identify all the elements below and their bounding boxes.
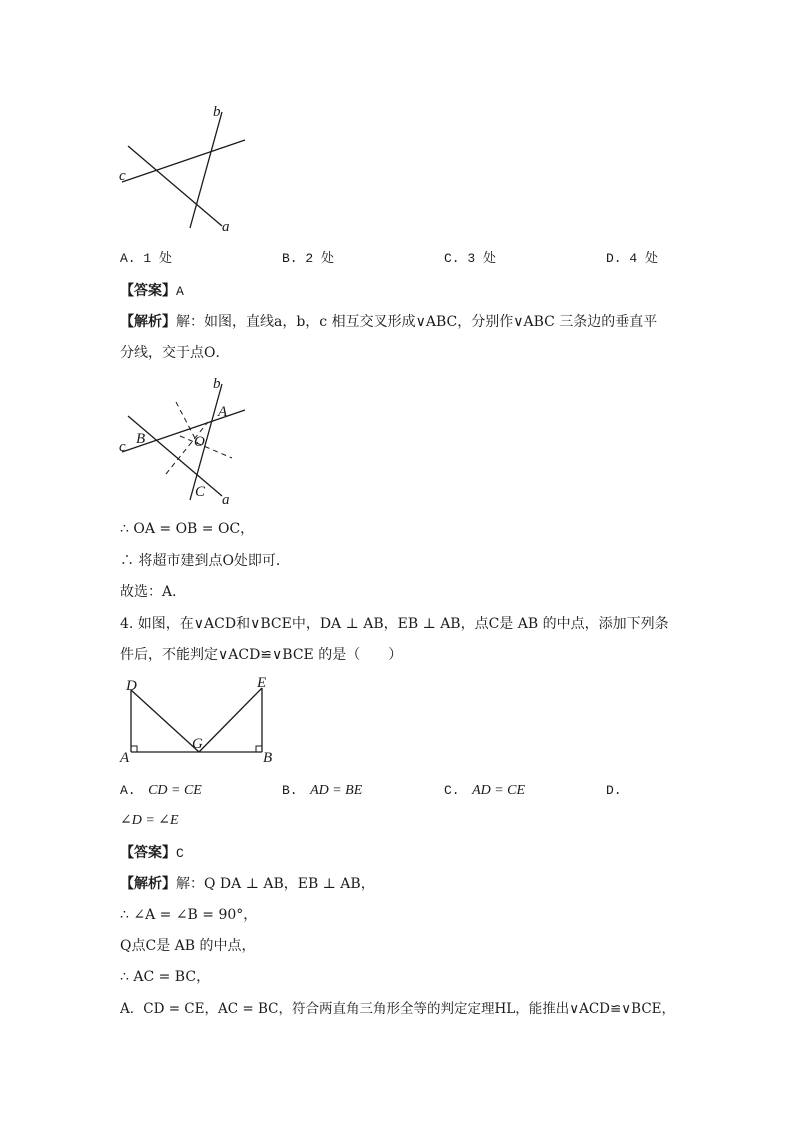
label-B: B	[136, 431, 146, 447]
q4-option-d-text: ∠D = ∠E	[120, 813, 179, 828]
answer-value: C	[176, 846, 184, 861]
label-a: a	[222, 492, 230, 508]
q4-answer	[120, 844, 184, 863]
line-a	[128, 146, 222, 226]
option-letter: D.	[606, 783, 622, 798]
option-letter: B.	[282, 251, 298, 266]
q4-step3: ∴ AC = BC，	[120, 969, 211, 985]
label-c: c	[119, 439, 126, 455]
right-angle-a	[131, 746, 137, 752]
figure-triangles-dce	[115, 672, 280, 767]
option-letter: A.	[120, 251, 136, 266]
label-A: A	[218, 404, 228, 420]
option-text: AD = CE	[472, 783, 526, 798]
analysis-tag: 【解析】	[120, 876, 176, 892]
q4-option-b	[282, 781, 362, 800]
q3-answer	[120, 282, 184, 301]
answer-value: A	[176, 284, 184, 299]
label-G: G	[192, 736, 203, 752]
bisector-3	[180, 436, 232, 458]
option-text: AD = BE	[310, 783, 363, 798]
label-a: a	[222, 219, 230, 235]
line-a	[128, 416, 222, 496]
line-c	[122, 140, 245, 182]
q4-stem-line1: 4. 如图，在∨ACD和∨BCE中，DA ⊥ AB，EB ⊥ AB，点C是 AB 的中点，添加下列条	[120, 616, 669, 632]
line-b	[190, 112, 222, 228]
q3-option-d	[606, 250, 658, 268]
option-letter: D.	[606, 251, 622, 266]
q4-step2: Q点C是 AB 的中点，	[120, 938, 256, 954]
label-B: B	[263, 750, 273, 766]
option-letter: C.	[444, 251, 460, 266]
label-A: A	[120, 750, 130, 766]
label-O: O	[194, 434, 205, 450]
q3-option-a	[120, 250, 172, 268]
analysis-text: 解：如图，直线a，b，c 相互交叉形成∨ABC，分别作∨ABC 三条边的垂直平	[176, 314, 658, 330]
q3-option-c	[444, 250, 496, 268]
q4-option-a	[120, 781, 202, 800]
q4-option-c	[444, 781, 525, 800]
answer-tag: 【答案】	[120, 283, 176, 299]
label-E: E	[257, 675, 267, 691]
label-b: b	[213, 376, 221, 392]
q4-stem-line2: 件后，不能判定∨ACD≌∨BCE 的是（ ）	[120, 647, 403, 663]
q4-last-line: A．CD = CE，AC = BC，符合两直角三角形全等的判定定理HL，能推出∨ACD≌∨BCE，	[120, 1001, 676, 1017]
answer-tag: 【答案】	[120, 845, 176, 861]
q3-step1: ∴ OA = OB = OC，	[120, 521, 255, 537]
q4-step1: ∴ ∠A = ∠B = 90°，	[120, 907, 258, 923]
label-C: C	[195, 484, 206, 500]
segment-ge	[199, 688, 262, 752]
segment-dg	[131, 690, 199, 752]
option-letter: A.	[120, 783, 136, 798]
q3-analysis-line1	[120, 313, 657, 331]
label-b: b	[213, 104, 221, 120]
right-angle-b	[256, 746, 262, 752]
option-letter: C.	[444, 783, 460, 798]
label-D: D	[126, 678, 137, 694]
option-text: 4 处	[629, 251, 659, 266]
option-text: 1 处	[143, 251, 173, 266]
figure-three-lines	[110, 98, 260, 238]
q4-option-d	[606, 781, 622, 800]
option-text: 2 处	[305, 251, 335, 266]
q3-analysis-line2: 分线，交于点O．	[120, 345, 230, 361]
q3-conclusion: 故选：A．	[120, 584, 187, 600]
label-c: c	[119, 168, 126, 184]
option-letter: B.	[282, 783, 298, 798]
q3-step2: ∴ 将超市建到点O处即可．	[120, 553, 290, 569]
option-text: CD = CE	[148, 783, 202, 798]
q4-analysis-line1	[120, 875, 375, 893]
analysis-text: 解：Q DA ⊥ AB，EB ⊥ AB，	[176, 876, 375, 892]
analysis-tag: 【解析】	[120, 314, 176, 330]
option-text: 3 处	[467, 251, 497, 266]
figure-perpendicular-bisectors	[110, 374, 260, 510]
q3-option-b	[282, 250, 334, 268]
